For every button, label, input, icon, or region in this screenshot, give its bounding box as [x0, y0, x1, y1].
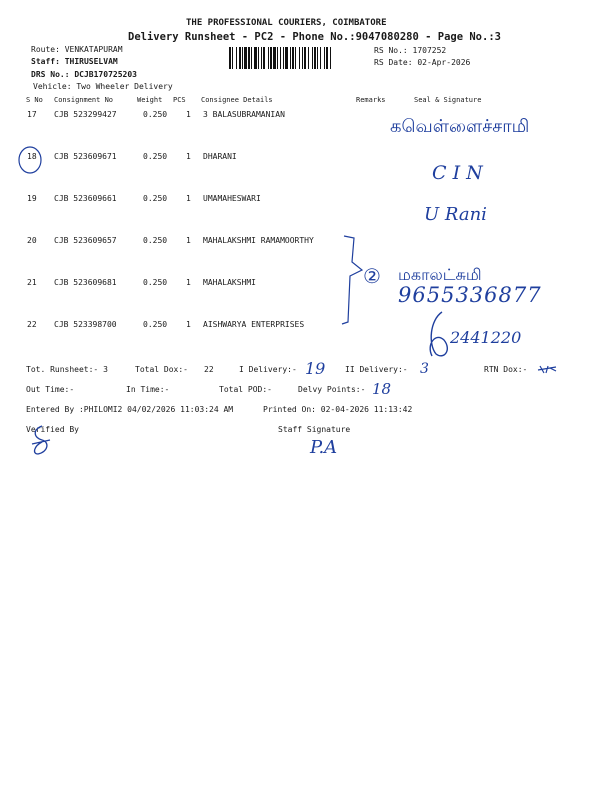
col-sno: S No	[26, 96, 43, 104]
barcode-bar	[308, 47, 309, 69]
row-consignee: DHARANI	[203, 152, 237, 161]
signature-rows-20-21: மகாலட்சுமி	[398, 265, 482, 284]
ii-delivery-label: II Delivery:-	[345, 365, 408, 374]
i-delivery-label: I Delivery:-	[239, 365, 297, 374]
row-sno: 21	[27, 278, 37, 287]
barcode-bar	[299, 47, 300, 69]
row-consignment-no: CJB 523299427	[54, 110, 117, 119]
vehicle-label: Vehicle: Two Wheeler Delivery	[33, 82, 173, 91]
barcode-bar	[229, 47, 231, 69]
barcode-bar	[251, 47, 252, 69]
row-pcs: 1	[186, 194, 191, 203]
barcode-bar	[317, 47, 318, 69]
row-sno: 18	[27, 152, 37, 161]
row-pcs: 1	[186, 152, 191, 161]
barcode-bar	[239, 47, 241, 69]
entered-by: Entered By :PHILOMI2 04/02/2026 11:03:24 AM	[26, 405, 234, 414]
ii-delivery-value: 3	[420, 361, 429, 377]
barcode-bar	[277, 47, 278, 69]
tot-runsheet: Tot. Runsheet:- 3	[26, 365, 108, 374]
signature-row-18: C I N	[432, 162, 483, 184]
barcode-bar	[236, 47, 237, 69]
barcode-bar	[314, 47, 316, 69]
barcode-bar	[254, 47, 257, 69]
barcode-bar	[330, 47, 331, 69]
row-sno: 20	[27, 236, 37, 245]
barcode-bar	[292, 47, 294, 69]
staff-signature-label: Staff Signature	[278, 425, 351, 434]
barcode-bar	[324, 47, 325, 69]
row-18-circle-mark	[16, 145, 46, 175]
runsheet-title: Delivery Runsheet - PC2 - Phone No.:9047080280 - Page No.:3	[128, 31, 501, 43]
barcode-bar	[283, 47, 284, 69]
barcode-bar	[320, 47, 321, 69]
total-dox-label: Total Dox:-	[135, 365, 188, 374]
staff-signature: P.A	[310, 437, 338, 458]
row-weight: 0.250	[143, 194, 168, 203]
rs-date: RS Date: 02-Apr-2026	[374, 58, 471, 67]
col-seal-signature: Seal & Signature	[414, 96, 482, 104]
printed-on: Printed On: 02-04-2026 11:13:42	[263, 405, 413, 414]
rtn-dox-label: RTN Dox:-	[484, 365, 528, 374]
col-consignment: Consignment No	[54, 96, 114, 104]
table-row	[0, 194, 600, 206]
out-time-label: Out Time:-	[26, 385, 75, 394]
barcode-bar	[295, 47, 296, 69]
barcode-bar	[244, 47, 247, 69]
row-consignment-no: CJB 523609657	[54, 236, 117, 245]
barcode	[229, 47, 369, 69]
row-sno: 19	[27, 194, 37, 203]
row-sno: 17	[27, 110, 37, 119]
barcode-bar	[242, 47, 243, 69]
table-row	[0, 236, 600, 248]
barcode-bar	[280, 47, 281, 69]
barcode-bar	[232, 47, 233, 69]
delvy-points-value: 18	[372, 380, 392, 398]
barcode-bar	[304, 47, 306, 69]
barcode-bar	[326, 47, 328, 69]
row-pcs: 1	[186, 236, 191, 245]
col-pcs: PCS	[173, 96, 186, 104]
company-title: THE PROFESSIONAL COURIERS, COIMBATORE	[186, 18, 387, 28]
phone-handwritten: 9655336877	[398, 283, 542, 307]
row-consignee: UMAMAHESWARI	[203, 194, 261, 203]
in-time-label: In Time:-	[126, 385, 170, 394]
row-consignee: MAHALAKSHMI RAMAMOORTHY	[203, 236, 314, 245]
delvy-points-label: Delvy Points:-	[298, 385, 366, 394]
row-consignee: 3 BALASUBRAMANIAN	[203, 110, 285, 119]
circled-number: ②	[363, 264, 381, 288]
row-consignment-no: CJB 523398700	[54, 320, 117, 329]
barcode-bar	[268, 47, 269, 69]
i-delivery-value: 19	[305, 359, 326, 378]
barcode-bar	[285, 47, 288, 69]
row-consignment-no: CJB 523609681	[54, 278, 117, 287]
barcode-bar	[290, 47, 291, 69]
verifier-signature	[28, 424, 58, 458]
row-consignment-no: CJB 523609671	[54, 152, 117, 161]
drs-label: DRS No.: DCJB170725203	[31, 70, 137, 79]
barcode-bar	[263, 47, 265, 69]
signature-row-17: கவெள்ளைச்சாமி	[390, 116, 530, 137]
signature-row-22: 2441220	[450, 328, 522, 347]
row-pcs: 1	[186, 110, 191, 119]
barcode-bar	[273, 47, 276, 69]
row-weight: 0.250	[143, 320, 168, 329]
total-pod-label: Total POD:-	[219, 385, 272, 394]
row-consignee: AISHWARYA ENTERPRISES	[203, 320, 305, 329]
row-pcs: 1	[186, 320, 191, 329]
total-dox-value: 22	[204, 365, 214, 374]
rtn-dox-strikeout	[536, 362, 558, 376]
signature-row-19: U Rani	[424, 204, 487, 225]
row-pcs: 1	[186, 278, 191, 287]
barcode-bar	[312, 47, 313, 69]
route-label: Route: VENKATAPURAM	[31, 45, 123, 54]
row-consignment-no: CJB 523609661	[54, 194, 117, 203]
rs-number: RS No.: 1707252	[374, 46, 447, 55]
barcode-bar	[270, 47, 272, 69]
row-sno: 22	[27, 320, 37, 329]
row-consignee: MAHALAKSHMI	[203, 278, 256, 287]
row-weight: 0.250	[143, 110, 168, 119]
col-consignee: Consignee Details	[201, 96, 273, 104]
table-header	[0, 96, 600, 108]
row-weight: 0.250	[143, 152, 168, 161]
verified-by-label: Verified By	[26, 425, 79, 434]
staff-label: Staff: THIRUSELVAM	[31, 57, 118, 66]
barcode-bar	[248, 47, 250, 69]
table-row	[0, 152, 600, 164]
row-weight: 0.250	[143, 278, 168, 287]
col-weight: Weight	[137, 96, 163, 104]
barcode-bar	[302, 47, 303, 69]
barcode-bar	[258, 47, 259, 69]
row-weight: 0.250	[143, 236, 168, 245]
barcode-bar	[261, 47, 262, 69]
col-remarks: Remarks	[356, 96, 386, 104]
